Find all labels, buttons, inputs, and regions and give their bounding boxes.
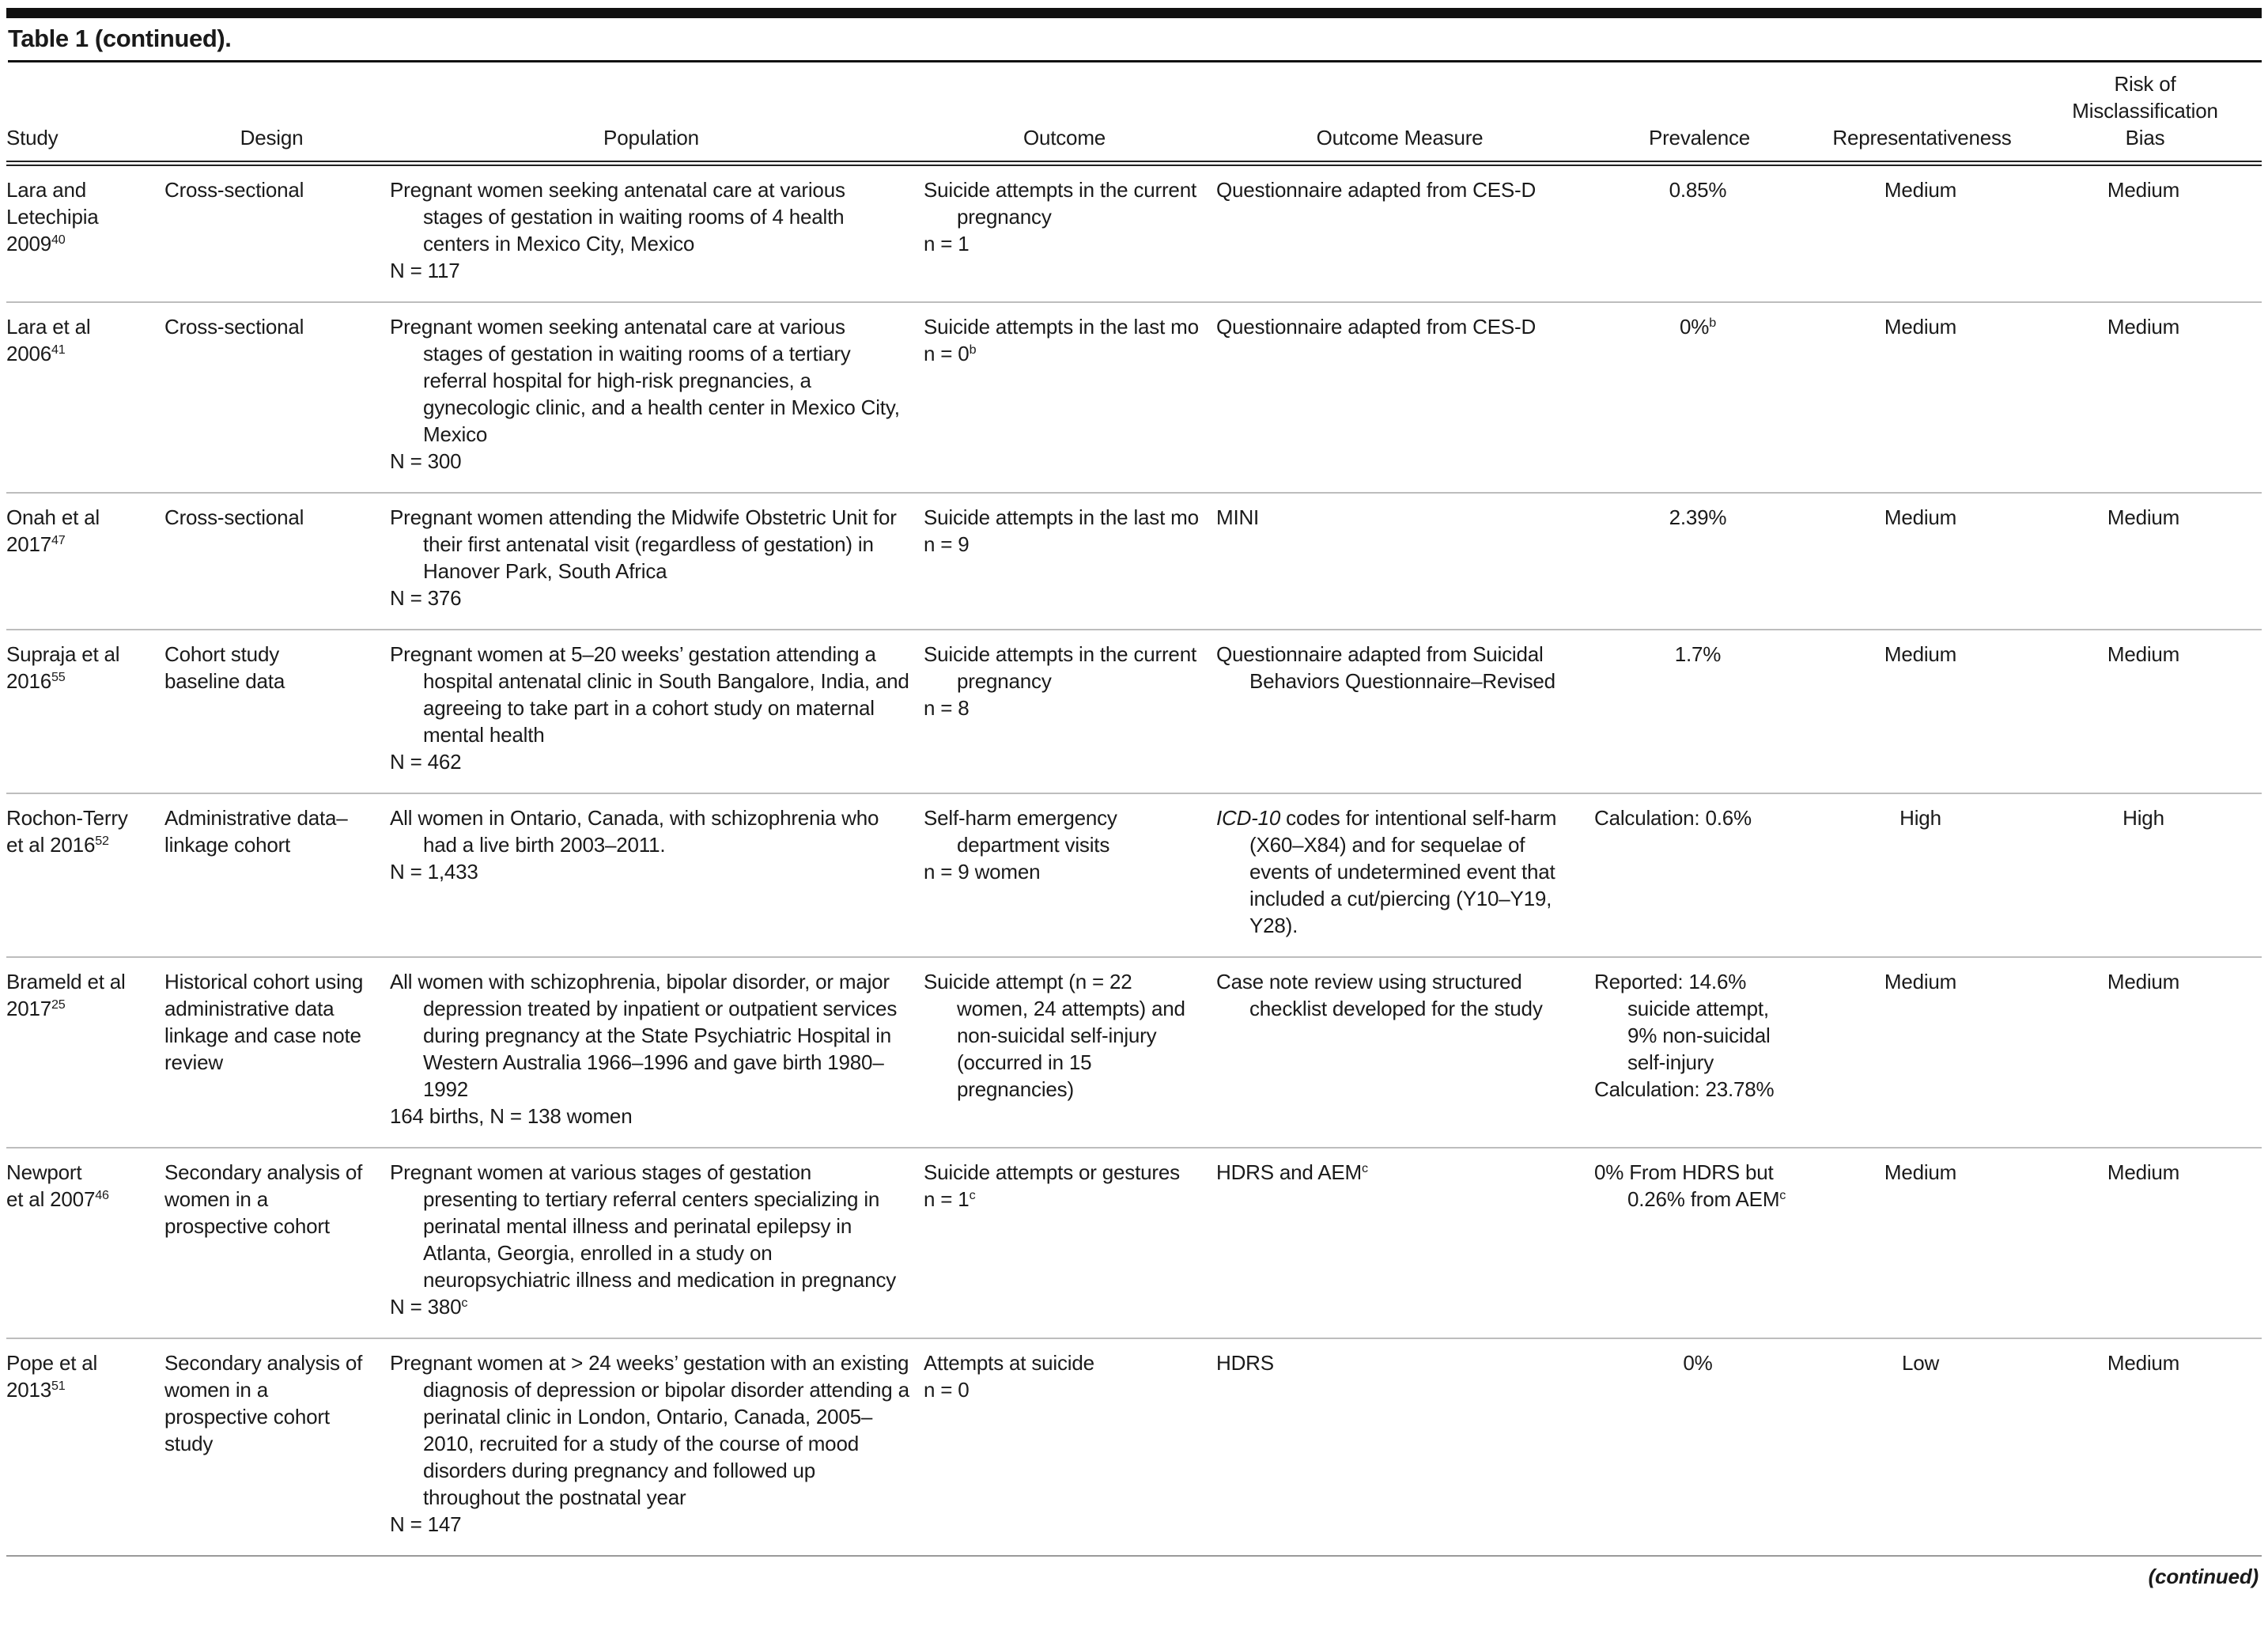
col-header-study: Study	[6, 64, 164, 164]
continued-note: (continued)	[2148, 1565, 2259, 1588]
cell-outcome	[924, 957, 1216, 1148]
table-header	[6, 64, 2262, 164]
cell-outcome_measure	[1216, 302, 1594, 493]
cell-text: High	[1899, 806, 1941, 830]
cell-text: Suicide attempt (n = 22 women, 24 attempts) and non-suicidal self-injury (occurred in 15 pregnancies)	[924, 970, 1185, 1101]
cell-text: Secondary analysis of women in a prospective cohort	[164, 1160, 363, 1238]
cell-prevalence	[1594, 793, 1816, 957]
cell-text: Medium	[2107, 1160, 2180, 1184]
cell-text: Suicide attempts or gestures	[924, 1160, 1180, 1184]
cell-representativeness	[1816, 493, 2039, 630]
cell-text: n = 1	[924, 232, 970, 255]
cell-text: 2.39%	[1669, 505, 1727, 529]
cell-text: 0%	[1683, 1351, 1713, 1375]
cell-population	[390, 1148, 924, 1338]
cell-prevalence	[1594, 302, 1816, 493]
cell-text: N = 147	[390, 1512, 462, 1536]
cell-bias	[2039, 493, 2262, 630]
cell-representativeness	[1816, 1338, 2039, 1556]
cell-representativeness	[1816, 1148, 2039, 1338]
cell-prevalence	[1594, 1148, 1816, 1338]
cell-text: All women in Ontario, Canada, with schizophrenia who had a live birth 2003–2011.	[390, 806, 879, 857]
col-header-bias: Risk of Misclassification Bias	[2039, 64, 2262, 164]
cell-study	[6, 957, 164, 1148]
cell-text: Suicide attempts in the last mo	[924, 315, 1199, 339]
cell-text: n = 0	[924, 1378, 970, 1402]
cell-text: All women with schizophrenia, bipolar disorder, or major depression treated by inpatient or outpatient services during pregnancy at the State Psychiatric Hospital in Western Australia 1966–1996 and gave birth 1980–1992	[390, 970, 898, 1101]
cell-text: Rochon-Terry et al 2016$^{52}$	[6, 806, 128, 857]
cell-text: Self-harm emergency department visits	[924, 806, 1117, 857]
table-row	[6, 793, 2262, 957]
cell-text: Pope et al 2013$^{51}$	[6, 1351, 98, 1402]
cell-text: Pregnant women at 5–20 weeks’ gestation attending a hospital antenatal clinic in South Bangalore, India, and agreeing to take part in a cohort study on maternal mental health	[390, 642, 909, 747]
cell-design	[164, 1338, 390, 1556]
cell-outcome	[924, 493, 1216, 630]
cell-design	[164, 302, 390, 493]
cell-representativeness	[1816, 302, 2039, 493]
col-header-population: Population	[390, 64, 924, 164]
cell-text: 1.7%	[1674, 642, 1722, 666]
cell-text: Pregnant women at various stages of gestation presenting to tertiary referral centers specializing in perinatal mental illness and perinatal epilepsy in Atlanta, Georgia, enrolled in a study on neuropsychiatric illness and medication in pregnancy	[390, 1160, 897, 1292]
cell-text: Medium	[1884, 505, 1957, 529]
cell-outcome	[924, 164, 1216, 303]
cell-study	[6, 1148, 164, 1338]
cell-text: $n = 0^b$	[924, 342, 977, 365]
col-header-prevalence: Prevalence	[1594, 64, 1816, 164]
cell-outcome_measure	[1216, 493, 1594, 630]
cell-text: Case note review using structured checklist developed for the study	[1216, 970, 1543, 1020]
cell-population	[390, 630, 924, 793]
cell-bias	[2039, 164, 2262, 303]
table-row	[6, 1148, 2262, 1338]
cell-outcome_measure	[1216, 630, 1594, 793]
cell-text: Medium	[1884, 315, 1957, 339]
cell-text: MINI	[1216, 505, 1260, 529]
table-row	[6, 493, 2262, 630]
cell-outcome	[924, 302, 1216, 493]
cell-prevalence	[1594, 493, 1816, 630]
cell-design	[164, 630, 390, 793]
cell-text: n = 9 women	[924, 860, 1041, 884]
cell-text: Supraja et al 2016$^{55}$	[6, 642, 120, 693]
cell-text: Medium	[2107, 970, 2180, 993]
table-title: Table 1 (continued).	[8, 23, 2262, 62]
col-header-outcome_measure: Outcome Measure	[1216, 64, 1594, 164]
cell-outcome_measure	[1216, 957, 1594, 1148]
cell-representativeness	[1816, 793, 2039, 957]
cell-population	[390, 493, 924, 630]
cell-text: Pregnant women seeking antenatal care at various stages of gestation in waiting rooms of 4 health centers in Mexico City, Mexico	[390, 178, 845, 255]
cell-outcome	[924, 1148, 1216, 1338]
cell-design	[164, 493, 390, 630]
table-top-rule	[6, 8, 2262, 18]
cell-text: $n = 1^c$	[924, 1187, 976, 1211]
cell-bias	[2039, 302, 2262, 493]
cell-text: High	[2122, 806, 2164, 830]
cell-text: Medium	[1884, 178, 1957, 202]
cell-text: Cross-sectional	[164, 505, 304, 529]
header-row	[6, 64, 2262, 164]
cell-text: Historical cohort using administrative data linkage and case note review	[164, 970, 364, 1074]
cell-text: 0%$^b$	[1680, 315, 1716, 339]
cell-text: Newport et al 2007$^{46}$	[6, 1160, 109, 1211]
col-header-representativeness: Representativeness	[1816, 64, 2039, 164]
cell-outcome	[924, 1338, 1216, 1556]
cell-prevalence	[1594, 1338, 1816, 1556]
cell-text: Low	[1901, 1351, 1940, 1375]
cell-text: Medium	[1884, 642, 1957, 666]
study-table	[6, 64, 2262, 1557]
cell-text: N = 117	[390, 259, 460, 282]
cell-outcome_measure	[1216, 164, 1594, 303]
table-row	[6, 630, 2262, 793]
cell-representativeness	[1816, 630, 2039, 793]
cell-study	[6, 630, 164, 793]
cell-text: Suicide attempts in the current pregnancy	[924, 642, 1196, 693]
cell-text: Pregnant women at > 24 weeks’ gestation with an existing diagnosis of depression or bipolar disorder attending a perinatal clinic in London, Ontario, Canada, 2005–2010, recruited for a study of the course of mood disorders during pregnancy and followed up throughout the postnatal year	[390, 1351, 909, 1509]
cell-population	[390, 302, 924, 493]
cell-population	[390, 793, 924, 957]
cell-text: N = 1,433	[390, 860, 478, 884]
cell-population	[390, 1338, 924, 1556]
cell-study	[6, 793, 164, 957]
cell-text: Cross-sectional	[164, 178, 304, 202]
table-row	[6, 957, 2262, 1148]
cell-bias	[2039, 793, 2262, 957]
cell-outcome_measure	[1216, 1338, 1594, 1556]
cell-prevalence	[1594, 164, 1816, 303]
cell-bias	[2039, 957, 2262, 1148]
cell-design	[164, 793, 390, 957]
cell-prevalence	[1594, 957, 1816, 1148]
cell-text: Secondary analysis of women in a prospective cohort study	[164, 1351, 363, 1455]
cell-representativeness	[1816, 957, 2039, 1148]
cell-text: 0.85%	[1669, 178, 1727, 202]
cell-text: Cohort study baseline data	[164, 642, 285, 693]
cell-text: Attempts at suicide	[924, 1351, 1094, 1375]
cell-text: Cross-sectional	[164, 315, 304, 339]
cell-text: Suicide attempts in the current pregnancy	[924, 178, 1196, 229]
cell-text: Onah et al 2017$^{47}$	[6, 505, 100, 556]
table-body	[6, 164, 2262, 1557]
col-header-design: Design	[164, 64, 390, 164]
cell-text: 0% From HDRS but 0.26% from AEM$^c$	[1594, 1160, 1786, 1211]
cell-text: 164 births, N = 138 women	[390, 1104, 633, 1128]
cell-text: Medium	[1884, 970, 1957, 993]
cell-text: $N = 380^c$	[390, 1295, 468, 1319]
cell-text: ICD-10 codes for intentional self-harm (X60–X84) and for sequelae of events of undetermined event that included a cut/piercing (Y10–Y19, Y28).	[1216, 806, 1557, 937]
cell-text: Lara and Letechipia 2009$^{40}$	[6, 178, 99, 255]
cell-text: N = 300	[390, 449, 462, 473]
cell-outcome_measure	[1216, 1148, 1594, 1338]
cell-text: Medium	[1884, 1160, 1957, 1184]
cell-population	[390, 957, 924, 1148]
cell-population	[390, 164, 924, 303]
cell-text: Reported: 14.6% suicide attempt, 9% non-suicidal self-injury	[1594, 970, 1771, 1074]
cell-text: HDRS and AEM$^c$	[1216, 1160, 1368, 1184]
cell-text: HDRS	[1216, 1351, 1274, 1375]
cell-prevalence	[1594, 630, 1816, 793]
cell-design	[164, 164, 390, 303]
cell-text: Questionnaire adapted from CES-D	[1216, 315, 1537, 339]
cell-representativeness	[1816, 164, 2039, 303]
cell-text: Medium	[2107, 642, 2180, 666]
cell-text: Questionnaire adapted from CES-D	[1216, 178, 1537, 202]
cell-text: Medium	[2107, 505, 2180, 529]
cell-text: N = 376	[390, 586, 462, 610]
cell-text: Medium	[2107, 315, 2180, 339]
cell-text: Calculation: 0.6%	[1594, 806, 1752, 830]
cell-study	[6, 1338, 164, 1556]
cell-design	[164, 1148, 390, 1338]
cell-text: Brameld et al 2017$^{25}$	[6, 970, 126, 1020]
table-row	[6, 302, 2262, 493]
cell-outcome	[924, 793, 1216, 957]
cell-text: Pregnant women attending the Midwife Obstetric Unit for their first antenatal visit (regardless of gestation) in Hanover Park, South Africa	[390, 505, 897, 583]
cell-text: Pregnant women seeking antenatal care at various stages of gestation in waiting rooms of a tertiary referral hospital for high-risk pregnancies, a gynecologic clinic, and a health center in Mexico City, Mexico	[390, 315, 900, 446]
cell-text: Calculation: 23.78%	[1594, 1077, 1775, 1101]
cell-text: Suicide attempts in the last mo	[924, 505, 1199, 529]
cell-text: Administrative data–linkage cohort	[164, 806, 348, 857]
cell-outcome_measure	[1216, 793, 1594, 957]
cell-study	[6, 164, 164, 303]
cell-study	[6, 302, 164, 493]
cell-outcome	[924, 630, 1216, 793]
cell-study	[6, 493, 164, 630]
table-row	[6, 164, 2262, 303]
cell-bias	[2039, 1148, 2262, 1338]
cell-text: N = 462	[390, 750, 462, 774]
table-row	[6, 1338, 2262, 1556]
cell-design	[164, 957, 390, 1148]
col-header-outcome: Outcome	[924, 64, 1216, 164]
cell-text: Medium	[2107, 178, 2180, 202]
cell-text: Medium	[2107, 1351, 2180, 1375]
cell-text: Questionnaire adapted from Suicidal Behaviors Questionnaire–Revised	[1216, 642, 1555, 693]
cell-text: Lara et al 2006$^{41}$	[6, 315, 91, 365]
cell-bias	[2039, 630, 2262, 793]
cell-text: n = 9	[924, 532, 970, 556]
cell-text: n = 8	[924, 696, 970, 720]
cell-bias	[2039, 1338, 2262, 1556]
